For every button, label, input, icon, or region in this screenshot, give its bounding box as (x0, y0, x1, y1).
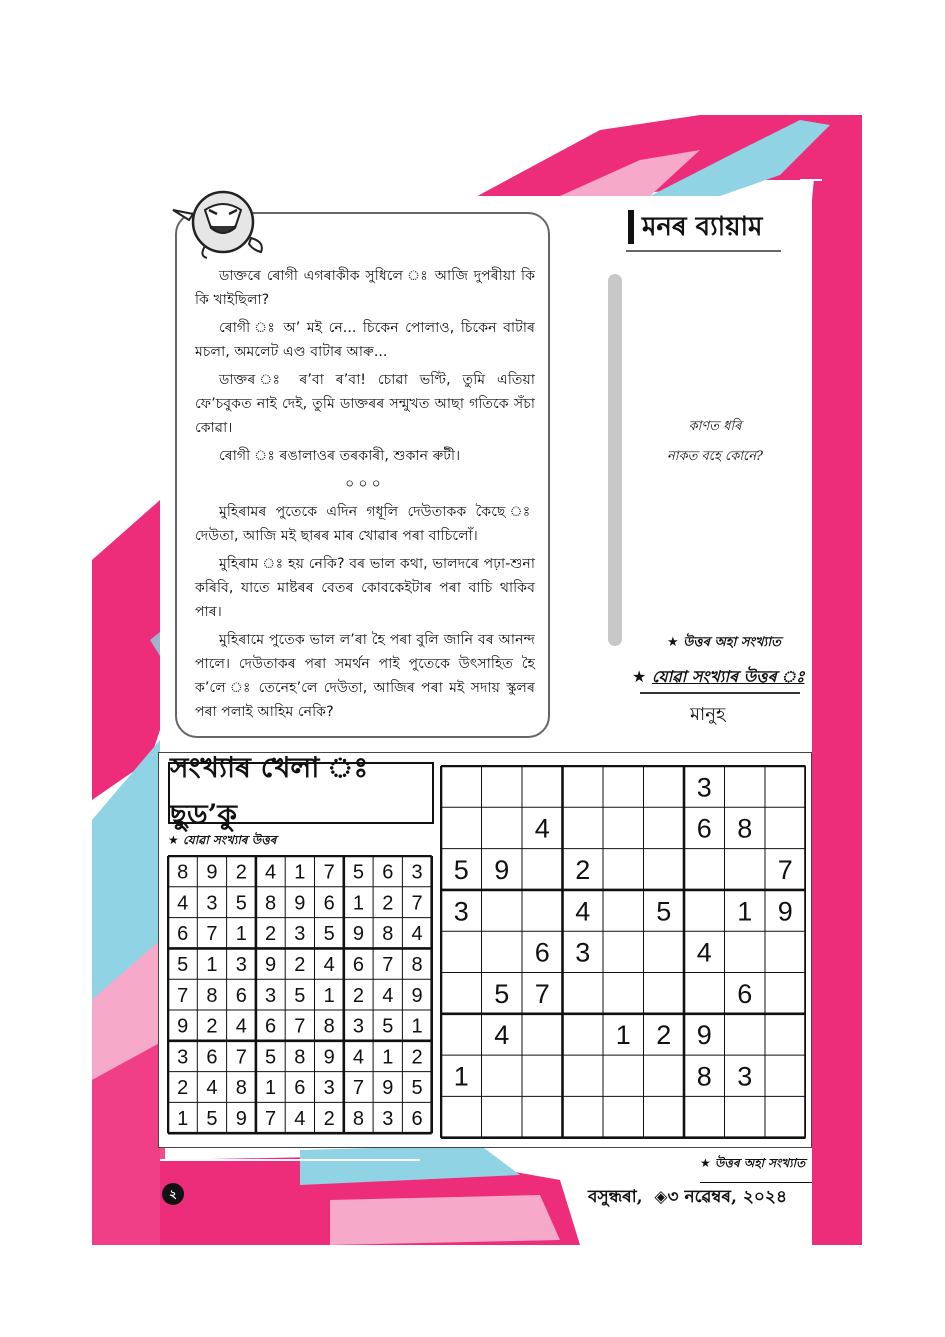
footer-rule (700, 1182, 812, 1183)
puzzle-cell-digit: 8 (737, 813, 753, 844)
solution-cell-digit: 8 (411, 954, 423, 976)
answer-next-issue-note: ★ উত্তৰ অহা সংখ্যাত (700, 1156, 806, 1170)
solution-cell-digit: 7 (235, 1046, 247, 1069)
solution-cell-digit: 3 (382, 1108, 394, 1130)
solution-cell-digit: 7 (411, 892, 423, 915)
puzzle-cell-digit: 6 (534, 937, 550, 968)
decorative-vertical-bar (608, 274, 622, 646)
solution-cell-digit: 8 (206, 984, 218, 1007)
solution-cell-digit: 2 (206, 1015, 218, 1038)
solution-cell-digit: 8 (323, 1015, 335, 1038)
laughing-mascot-icon (165, 180, 275, 260)
solution-cell-digit: 1 (264, 1077, 277, 1100)
solution-cell-digit: 9 (294, 892, 306, 915)
jokes-text (195, 264, 535, 728)
solution-cell-digit: 5 (382, 1015, 394, 1038)
puzzle-cell-digit: 1 (737, 896, 753, 927)
joke-paragraph: মুহিৰামে পুতেক ভাল ল’ৰা হৈ পৰা বুলি জানি বৰ আনন্দ পালে। দেউতাকৰ পৰা সমৰ্থন পাই পুতেকে উৎসাহিত হৈ ক’লে ঃ তেনেহ’লে দেউতা, আজিৰ পৰা মই সদায় স্কুলৰ পৰা পলাই আহিম নেকি? (195, 632, 535, 720)
solution-cell-digit: 8 (235, 1077, 247, 1100)
solution-cell-digit: 7 (264, 1108, 277, 1130)
puzzle-cell-digit: 2 (575, 854, 591, 885)
puzzle-cell-digit: 9 (696, 1020, 712, 1051)
solution-cell-digit: 6 (323, 892, 335, 915)
solution-cell-digit: 5 (206, 1108, 218, 1130)
solution-cell-digit: 9 (235, 1108, 247, 1130)
solution-cell-digit: 2 (177, 1077, 189, 1100)
puzzle-cell-digit: 4 (534, 813, 550, 844)
riddle (630, 412, 800, 472)
puzzle-cell-digit: 2 (656, 1020, 672, 1051)
brain-exercise-title: মনৰ ব্যায়াম (628, 210, 763, 244)
puzzle-cell-digit: 1 (615, 1020, 631, 1051)
solution-cell-digit: 3 (264, 984, 277, 1007)
riddle-line: কাণত ধৰি (688, 419, 742, 434)
puzzle-cell-digit: 1 (453, 1061, 469, 1092)
solution-cell-digit: 5 (411, 1077, 423, 1100)
solution-cell-digit: 1 (294, 861, 306, 884)
solution-cell-digit: 3 (352, 1015, 365, 1038)
puzzle-cell-digit: 5 (453, 854, 469, 885)
solution-cell-digit: 6 (411, 1108, 423, 1130)
solution-cell-digit: 7 (323, 861, 335, 884)
solution-cell-digit: 4 (411, 923, 423, 946)
sudoku-title: সংখ্যাৰ খেলা ঃ ছুড’কু (168, 762, 434, 824)
joke-separator: ০০০ (345, 476, 385, 492)
puzzle-cell-digit: 4 (494, 1020, 510, 1051)
solution-cell-digit: 5 (264, 1046, 277, 1069)
solution-cell-digit: 4 (206, 1077, 218, 1100)
solution-cell-digit: 6 (206, 1046, 218, 1069)
joke-paragraph: ৰোগী ঃ ৰঙালাওৰ তৰকাৰী, শুকান ৰুটী। (219, 448, 461, 464)
solution-cell-digit: 3 (235, 954, 247, 976)
solution-cell-digit: 2 (323, 1108, 335, 1130)
diamond-icon: ◈ (648, 1187, 668, 1207)
solution-cell-digit: 3 (411, 861, 423, 884)
puzzle-cell-digit: 4 (696, 937, 712, 968)
solution-cell-digit: 1 (177, 1108, 189, 1130)
solution-cell-digit: 2 (352, 984, 365, 1007)
last-answer-heading (632, 664, 805, 691)
joke-paragraph: ৰোগী ঃ অ’ মই নে... চিকেন পোলাও, চিকেন বাটাৰ মচলা, অমলেট এণ্ড বাটাৰ আৰু... (195, 320, 535, 360)
solution-cell-digit: 7 (294, 1015, 306, 1038)
answer-next-issue-note: ★ উত্তৰ অহা সংখ্যাত (667, 635, 781, 650)
solution-cell-digit: 3 (206, 892, 218, 915)
joke-paragraph: ডাক্তৰে ৰোগী এগৰাকীক সুধিলে ঃ আজি দুপৰীয়া কি কি খাইছিলা? (195, 268, 535, 308)
solution-cell-digit: 2 (264, 923, 277, 946)
joke-paragraph: ডাক্তৰ ঃ ৰ’বা ৰ’বা! চোৱা ভণ্টি, তুমি এতিয়া ফে’চবুকত নাই দেই, তুমি ডাক্তৰৰ সন্মুখত আছা গতিকে সঁচা কোৱা। (195, 372, 535, 436)
solution-cell-digit: 3 (323, 1077, 335, 1100)
puzzle-cell-digit: 6 (696, 813, 712, 844)
puzzle-cell-digit: 3 (696, 772, 712, 803)
puzzle-cell-digit: 3 (575, 937, 591, 968)
solution-cell-digit: 4 (235, 1015, 247, 1038)
page-number: ২ (162, 1183, 184, 1205)
solution-cell-digit: 5 (177, 954, 189, 976)
solution-cell-digit: 6 (352, 954, 365, 976)
puzzle-cell-digit: 3 (453, 896, 469, 927)
puzzle-cell-digit: 3 (737, 1061, 753, 1092)
puzzle-cell-digit: 8 (696, 1061, 712, 1092)
solution-cell-digit: 9 (382, 1077, 394, 1100)
solution-cell-digit: 5 (323, 923, 335, 946)
solution-cell-digit: 7 (352, 1077, 365, 1100)
solution-cell-digit: 3 (177, 1046, 189, 1069)
footer-masthead (588, 1184, 787, 1212)
solution-cell-digit: 7 (382, 954, 394, 976)
solution-label: ★ যোৱা সংখ্যাৰ উত্তৰ (168, 833, 277, 847)
solution-cell-digit: 8 (352, 1108, 365, 1130)
solution-cell-digit: 2 (382, 892, 394, 915)
solution-cell-digit: 8 (294, 1046, 306, 1069)
solution-cell-digit: 7 (177, 984, 189, 1007)
puzzle-cell-digit: 9 (777, 896, 793, 927)
puzzle-cell-digit: 6 (737, 978, 753, 1009)
solution-cell-digit: 4 (323, 954, 335, 976)
puzzle-cell-digit: 5 (494, 978, 510, 1009)
sudoku-puzzle-grid (440, 765, 806, 1139)
solution-cell-digit: 6 (382, 861, 394, 884)
solution-cell-digit: 5 (294, 984, 306, 1007)
solution-cell-digit: 5 (235, 892, 247, 915)
solution-cell-digit: 8 (177, 861, 189, 884)
last-answer-value: মানুহ (690, 704, 726, 725)
solution-cell-digit: 2 (294, 954, 306, 976)
solution-cell-digit: 2 (411, 1046, 423, 1069)
solution-cell-digit: 1 (323, 984, 335, 1007)
solution-cell-digit: 1 (352, 892, 365, 915)
solution-cell-digit: 6 (294, 1077, 306, 1100)
solution-cell-digit: 8 (264, 892, 277, 915)
solution-cell-digit: 4 (382, 984, 394, 1007)
solution-cell-digit: 4 (352, 1046, 365, 1069)
solution-cell-digit: 7 (206, 923, 218, 946)
solution-cell-digit: 9 (177, 1015, 189, 1038)
solution-cell-digit: 6 (235, 984, 247, 1007)
issue-date: ৩ নৱেম্বৰ, ২০২৪ (667, 1187, 788, 1207)
riddle-line: নাকত বহে কোনে? (666, 449, 764, 464)
solution-cell-digit: 2 (235, 861, 247, 884)
solution-cell-digit: 4 (294, 1108, 306, 1130)
solution-cell-digit: 9 (206, 861, 218, 884)
solution-cell-digit: 1 (235, 923, 247, 946)
solution-cell-digit: 3 (294, 923, 306, 946)
solution-cell-digit: 1 (206, 954, 218, 976)
solution-cell-digit: 6 (264, 1015, 277, 1038)
puzzle-cell-digit: 7 (534, 978, 550, 1009)
puzzle-cell-digit: 7 (777, 854, 793, 885)
last-answer-label: যোৱা সংখ্যাৰ উত্তৰ ঃ (651, 667, 805, 686)
solution-cell-digit: 8 (382, 923, 394, 946)
solution-cell-digit: 9 (264, 954, 277, 976)
title-underline (626, 250, 781, 252)
solution-cell-digit: 9 (352, 923, 365, 946)
puzzle-cell-digit: 9 (494, 854, 510, 885)
joke-paragraph: মুহিৰাম ঃ হয় নেকি? বৰ ভাল কথা, ভালদৰে পঢ়া-শুনা কৰিবি, যাতে মাষ্টৰৰ বেতৰ কোবকেইটাৰ পৰা বাচি থাকিব পাৰ। (195, 556, 535, 620)
solution-cell-digit: 5 (352, 861, 365, 884)
star-icon: ★ (632, 667, 647, 686)
joke-paragraph: মুহিৰামৰ পুতেকে এদিন গধূলি দেউতাকক কৈছে ঃ দেউতা, আজি মই ছাৰৰ মাৰ খোৱাৰ পৰা বাচিলোঁ। (195, 504, 535, 544)
solution-cell-digit: 4 (177, 892, 189, 915)
previous-solution-grid (167, 855, 433, 1135)
publication-name: বসুন্ধৰা, (588, 1187, 643, 1207)
answer-underline (640, 692, 800, 694)
solution-cell-digit: 1 (411, 1015, 423, 1038)
solution-cell-digit: 4 (264, 861, 277, 884)
solution-cell-digit: 9 (323, 1046, 335, 1069)
solution-cell-digit: 6 (177, 923, 189, 946)
solution-cell-digit: 1 (382, 1046, 394, 1069)
solution-cell-digit: 9 (411, 984, 423, 1007)
puzzle-cell-digit: 4 (575, 896, 591, 927)
puzzle-cell-digit: 5 (656, 896, 672, 927)
